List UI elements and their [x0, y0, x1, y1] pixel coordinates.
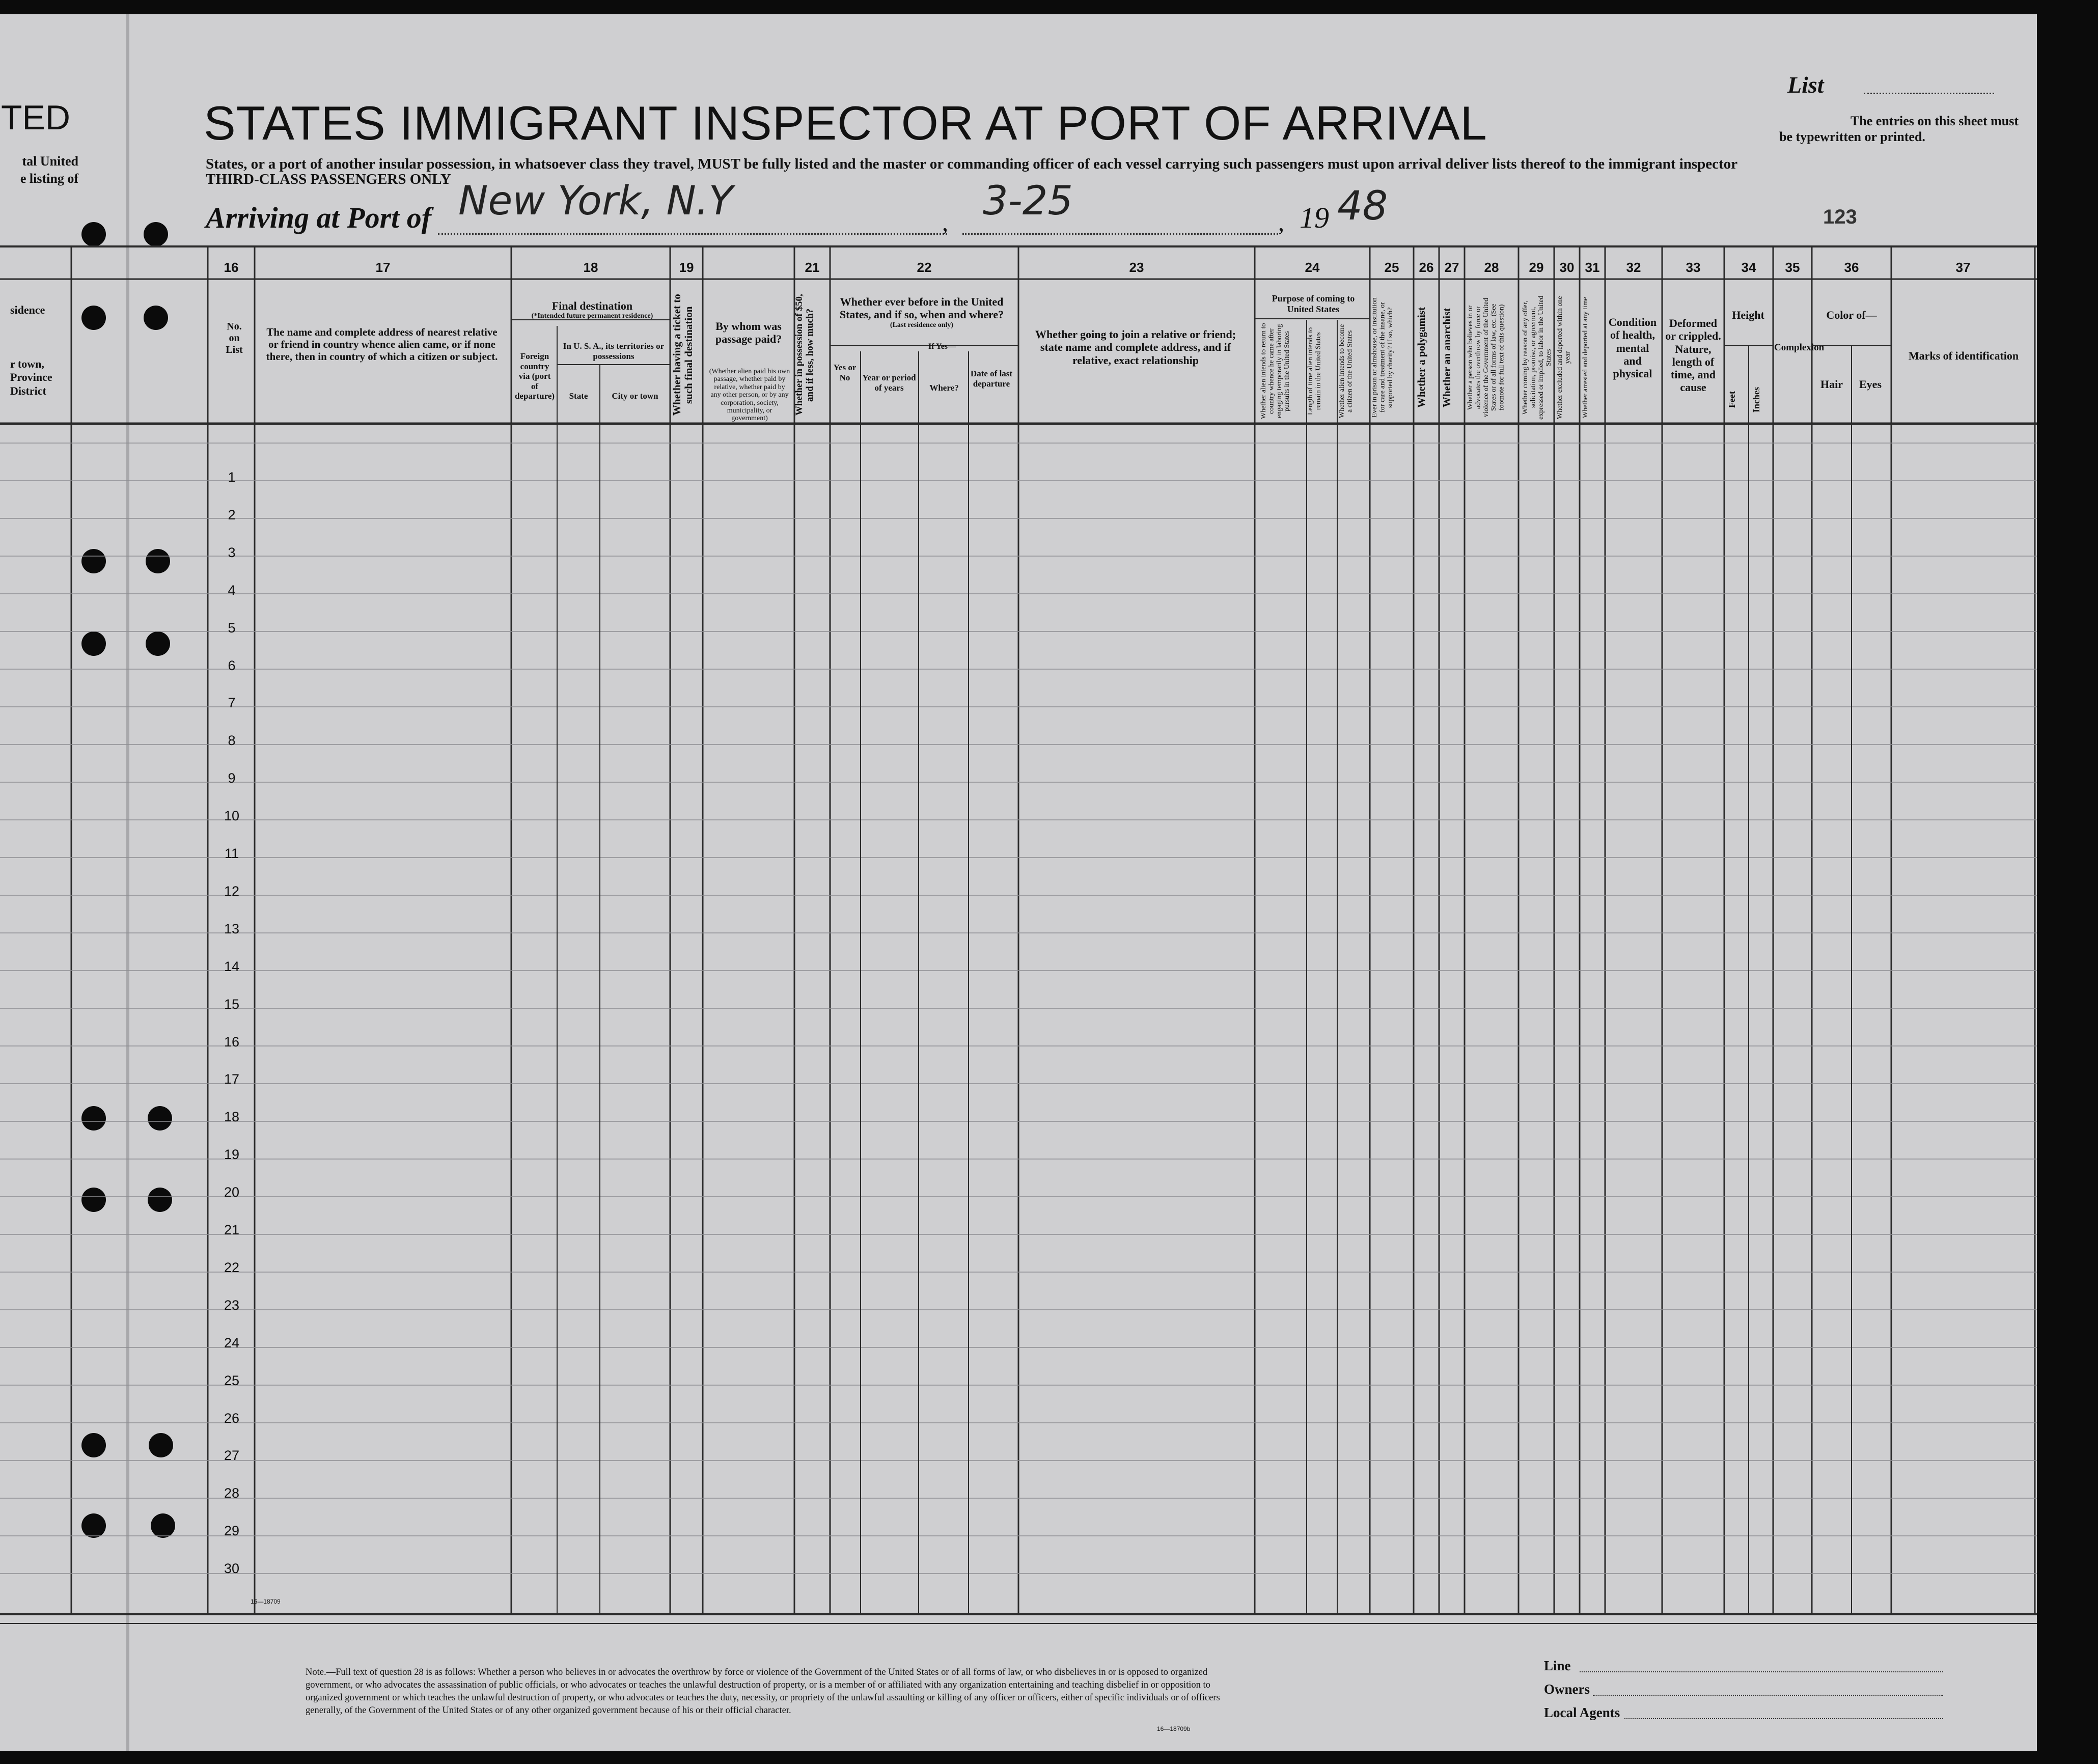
- form-code: 16—18709b: [1157, 1725, 1191, 1732]
- row-number: 15: [224, 996, 240, 1012]
- hdr-state: State: [569, 391, 588, 401]
- hdr-ticket: Whether having a ticket to such final destination: [671, 294, 695, 416]
- column-number: 29: [1529, 260, 1544, 275]
- hdr-year-period: Year or period of years: [862, 373, 916, 393]
- column-number: 25: [1384, 260, 1399, 275]
- owners-label: Owners: [1544, 1682, 1590, 1697]
- hdr-marks: Marks of identification: [1908, 349, 2019, 362]
- row-number: 12: [224, 883, 240, 899]
- column-number: 21: [805, 260, 820, 275]
- hdr-color-of: Color of—: [1826, 309, 1877, 321]
- hdr-date-departure: Date of last departure: [970, 369, 1013, 389]
- hdr-feet: Feet: [1727, 391, 1737, 408]
- header-instructions: States, or a port of another insular possession, in whatsoever class they travel, MUST be fully listed and the master or commanding officer of each vessel carrying such passengers must upon arrival deliver lists thereof to the immigrant inspector: [206, 156, 1738, 172]
- port-comma: ,: [942, 209, 948, 236]
- hdr-nearest-relative: The name and complete address of nearest relative or friend in country whence alien came, or if none there, then in country of which a citizen or subject.: [266, 326, 498, 363]
- row-number: 1: [228, 470, 236, 485]
- row-number: 13: [224, 921, 240, 936]
- hdr-polygamist: Whether a polygamist: [1415, 307, 1427, 408]
- row-number: 23: [224, 1297, 240, 1313]
- hdr-city: City or town: [612, 391, 658, 401]
- row-number: 4: [228, 582, 236, 598]
- row-number: 30: [224, 1561, 240, 1577]
- row-number: 7: [228, 695, 236, 711]
- hdr-inches: Inches: [1751, 387, 1761, 413]
- hdr-eyes: Eyes: [1859, 378, 1882, 391]
- row-number: 11: [224, 846, 239, 861]
- agents-label: Local Agents: [1544, 1705, 1620, 1720]
- year-handwriting: 48: [1337, 183, 1388, 229]
- row-number: 25: [224, 1372, 240, 1388]
- arriving-label: Arriving at Port of: [206, 201, 432, 234]
- column-number: 19: [679, 260, 694, 275]
- row-number: 3: [228, 544, 236, 560]
- hdr-passage-paid-note: (Whether alien paid his own passage, whether paid by relative, whether paid by any other person, or by any corporation, society, municipality, or government): [709, 368, 790, 423]
- hdr-hair: Hair: [1820, 378, 1843, 391]
- hdr-purpose: Purpose of coming to United States: [1272, 293, 1355, 314]
- hdr-purpose-b: Length of time alien intends to remain in the United States: [1307, 327, 1322, 416]
- row-number: 24: [224, 1335, 240, 1350]
- row-number: 14: [224, 958, 240, 974]
- column-number: 34: [1741, 260, 1756, 275]
- row-number: 10: [224, 808, 240, 824]
- date-comma: ,: [1278, 209, 1284, 236]
- hdr-passage-paid: By whom was passage paid?: [715, 320, 782, 346]
- page-number: 123: [1823, 206, 1857, 228]
- hdr-excluded: Whether excluded and deported within one year: [1556, 296, 1572, 419]
- row-number: 22: [224, 1259, 240, 1275]
- line-field: [1580, 1671, 1943, 1672]
- column-number: 30: [1559, 260, 1575, 275]
- hdr-join-relative: Whether going to join a relative or friend; state name and complete address, and if relative, exact relationship: [1035, 328, 1236, 367]
- row-number: 21: [224, 1222, 240, 1237]
- row-number: 19: [224, 1147, 240, 1163]
- row-number: 26: [224, 1410, 240, 1426]
- column-number: 22: [917, 260, 932, 275]
- hdr-offer: Whether coming by reason of any offer, solicitation, promise, or agreement, expressed or implied, to labor in the United States: [1522, 295, 1553, 420]
- owners-field: [1593, 1695, 1943, 1696]
- port-handwriting: New York, N.Y: [458, 178, 733, 224]
- hdr-no-on-list: No. on List: [226, 321, 243, 355]
- left-fragment-title: TED: [1, 98, 70, 137]
- column-number: 27: [1444, 260, 1459, 275]
- column-number: 17: [375, 260, 391, 275]
- column-number: 26: [1419, 260, 1434, 275]
- hdr-overthrow: Whether a person who believes in or advocates the overthrow by force or violence of the Government of the United States or of all forms of law, etc. (See footnote for full text of this question): [1467, 297, 1506, 418]
- hdr-complexion: Complexion: [1774, 342, 1825, 353]
- row-number: 2: [228, 507, 236, 522]
- hdr-final-destination: Final destination (*Intended future permanent residence): [531, 299, 653, 320]
- hdr-purpose-a: Whether alien intends to return to country whence he came after engaging temporarily in laboring pursuits in the United States: [1260, 323, 1291, 420]
- left-fragment-col-sub: r town, Province District: [10, 357, 52, 397]
- hdr-yes-no: Yes or No: [833, 363, 857, 382]
- hdr-anarchist: Whether an anarchist: [1441, 308, 1453, 407]
- column-number: 18: [583, 260, 598, 275]
- footnote: Note.—Full text of question 28 is as follows: Whether a person who believes in or advocates the overthrow by force or violence of the Government of the United States or of all forms of law, or who disbelieves in or is opposed to organized government, or who advocates the assassination of public officials, or who advocates or teaches the unlawful destruction of property, or is a member of or affiliated with any organization entertaining and teaching disbelief in or opposition to organized government or which teaches the unlawful destruction of property, or who advocates or teaches the duty, necessity, or propriety of the unlawful assaulting or killing of any officer or officers, either of specific individuals or of officers generally, of the Government of the United States or of any other organized government because of his or their official character.: [306, 1667, 1220, 1716]
- hdr-arrested: Whether arrested and deported at any time: [1582, 297, 1589, 418]
- hdr-height: Height: [1732, 309, 1764, 321]
- row-number: 9: [228, 770, 236, 786]
- header-passenger-class: THIRD-CLASS PASSENGERS ONLY: [206, 171, 451, 187]
- row-number: 28: [224, 1485, 240, 1501]
- hdr-where: Where?: [929, 383, 959, 393]
- column-number: 23: [1129, 260, 1144, 275]
- row-number: 27: [224, 1448, 240, 1464]
- column-number: 37: [1955, 260, 1971, 275]
- column-number: 36: [1844, 260, 1859, 275]
- row-number: 20: [224, 1184, 240, 1200]
- hdr-condition: Condition of health, mental and physical: [1608, 316, 1657, 380]
- date-handwriting: 3-25: [983, 178, 1073, 224]
- left-fragment-col-head: sidence: [10, 304, 45, 316]
- row-number: 5: [228, 620, 236, 636]
- column-number: 24: [1305, 260, 1320, 275]
- hdr-if-yes: If Yes—: [928, 342, 956, 351]
- hdr-ever-before: Whether ever before in the United States, and if so, when and where? (Last residence only): [839, 295, 1004, 329]
- entries-note: The entries on this sheet must be typewritten or printed.: [1779, 114, 2019, 145]
- column-number: 28: [1484, 260, 1499, 275]
- hdr-foreign-country: Foreign country via (port of departure): [514, 351, 555, 401]
- page-title: STATES IMMIGRANT INSPECTOR AT PORT OF ARRIVAL: [204, 96, 1487, 150]
- row-number: 16: [224, 1034, 240, 1050]
- hdr-purpose-c: Whether alien intends to become a citizen of the United States: [1338, 324, 1354, 419]
- row-number: 29: [224, 1523, 240, 1539]
- column-number: 35: [1785, 260, 1800, 275]
- line-label: Line: [1544, 1658, 1571, 1673]
- hdr-deformed: Deformed or crippled. Nature, length of time, and cause: [1665, 317, 1721, 394]
- row-number: 17: [224, 1071, 240, 1087]
- row-number: 8: [228, 733, 236, 749]
- row-number: 18: [224, 1109, 240, 1125]
- column-number: 33: [1686, 260, 1701, 275]
- year-prefix: 19: [1300, 201, 1329, 234]
- hdr-in-usa: In U. S. A., its territories or possessions: [563, 341, 665, 361]
- column-number: 31: [1585, 260, 1600, 275]
- hdr-fifty-dollars: Whether in possession of $50, and if less, how much?: [794, 294, 815, 416]
- column-number: 32: [1626, 260, 1641, 275]
- left-fragment-text: tal United e listing of: [20, 154, 78, 186]
- form-code-small: 16—18709: [251, 1598, 281, 1605]
- row-number: 6: [228, 657, 236, 673]
- list-label: List: [1787, 72, 1824, 98]
- agents-field: [1624, 1718, 1943, 1719]
- column-number: 16: [224, 260, 239, 275]
- hdr-prison: Ever in prison or almshouse, or institution for care and treatment of the insane, or supported by charity? If so, which?: [1371, 297, 1394, 418]
